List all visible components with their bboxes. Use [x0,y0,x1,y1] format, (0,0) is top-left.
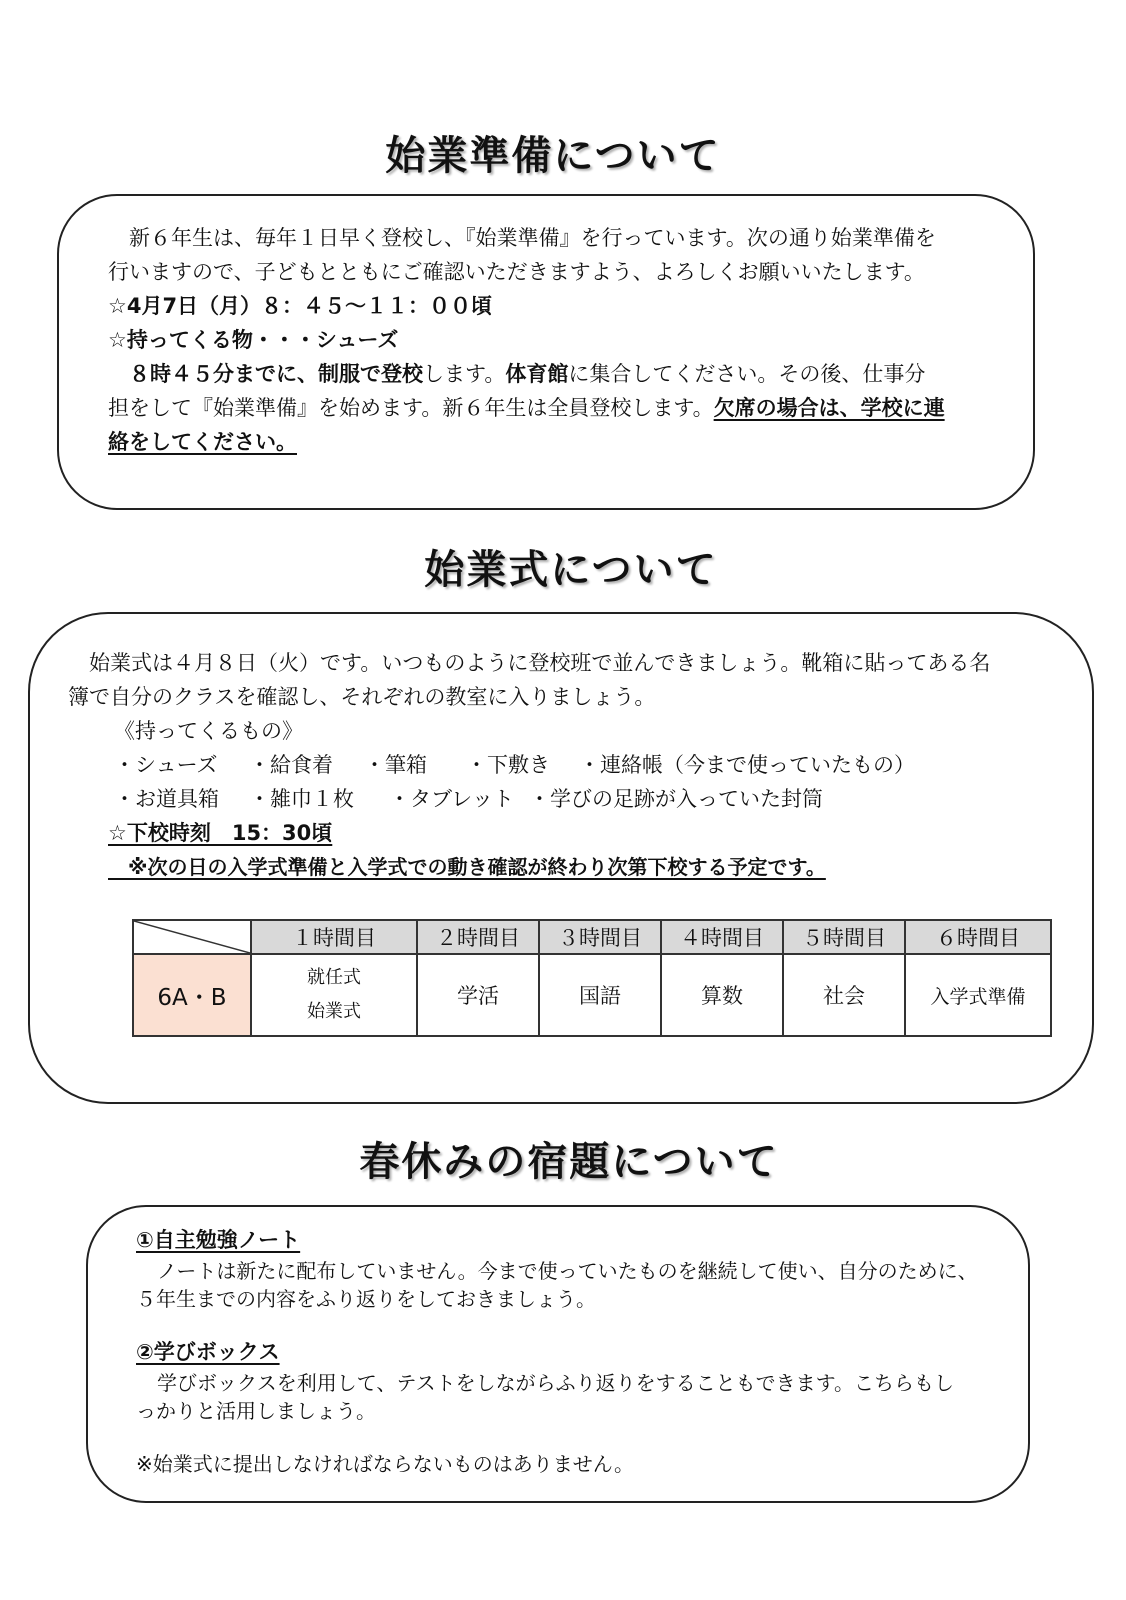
homework-note: ※始業式に提出しなければならないものはありません。 [136,1452,634,1476]
ceremony-items-row-1 [114,748,915,782]
period-4-cell: 算数 [661,954,783,1036]
table-header-period-2: ２時間目 [417,920,539,954]
prep-line-5: 絡をしてください。 [108,430,297,454]
ceremony-items-row-2 [114,782,823,816]
period-5-cell: 社会 [783,954,905,1036]
prep-date: ☆4月7日（月）８：４５～１１：００頃 [108,294,493,318]
diagonal-line-icon [134,921,250,953]
item-lunch-apron: ・給食着 [249,753,333,777]
item-rag: ・雑巾１枚 [249,787,354,811]
homework-1-line-1: ノートは新たに配布していません。今まで使っていたものを継続して使い、自分のために、 [157,1259,978,1283]
prep-bring-items: ☆持ってくる物・・・シューズ [108,328,399,352]
prep-line-3: ８時４５分までに、制服で登校します。体育館に集合してください。その後、仕事分 [129,362,926,386]
prep-uniform-text: 制服で登校 [318,362,423,386]
dismissal-note: ※次の日の入学式準備と入学式での動き確認が終わり次第下校する予定です。 [108,855,826,879]
ceremony-items-heading: 《持ってくるもの》 [114,719,303,743]
item-tablet: ・タブレット [389,787,514,811]
item-tool-box: ・お道具箱 [114,787,219,811]
table-header-period-1: １時間目 [251,920,417,954]
dismissal-time: ☆下校時刻 15：30頃 [108,821,333,845]
period-2-cell: 学活 [417,954,539,1036]
prep-absence-notice: 欠席の場合は、学校に連 [713,396,945,420]
item-pencil-case: ・筆箱 [364,753,427,777]
prep-line-4: 担をして『始業準備』を始めます。新６年生は全員登校します。欠席の場合は、学校に連 [108,396,945,420]
section-title-homework: 春休みの宿題について [359,1139,779,1185]
section-title-preparation: 始業準備について [385,133,721,179]
period-6-cell: 入学式準備 [905,954,1051,1036]
homework-1-line-2: ５年生までの内容をふり返りをしておきましょう。 [136,1287,596,1311]
table-row [133,954,1051,1036]
prep-time-text: ８時４５分までに、 [129,362,318,386]
table-header-period-3: ３時間目 [539,920,661,954]
homework-2-line-1: 学びボックスを利用して、テストをしながらふり返りをすることもできます。こちらもし [157,1371,954,1395]
section-title-ceremony: 始業式について [424,547,718,593]
ceremony-line-2: 簿で自分のクラスを確認し、それぞれの教室に入りましょう。 [68,685,656,709]
table-header-period-4: ４時間目 [661,920,783,954]
period-3-cell: 国語 [539,954,661,1036]
period-1-cell [251,954,417,1036]
homework-2-line-2: っかりと活用しましょう。 [136,1399,376,1423]
period-1-line-2: 始業式 [307,1001,361,1022]
table-header-period-6: ６時間目 [905,920,1051,954]
table-header-period-5: ５時間目 [783,920,905,954]
item-envelope: ・学びの足跡が入っていた封筒 [529,787,823,811]
item-shoes: ・シューズ [114,753,218,777]
ceremony-line-1: 始業式は４月８日（火）です。いつものように登校班で並んできましょう。靴箱に貼ってある名 [89,651,991,675]
prep-line-2: 行いますので、子どもとともにご確認いただきますよう、よろしくお願いいたします。 [108,260,925,284]
period-1-line-1: 就任式 [307,967,361,988]
schedule-table [132,919,1052,1037]
item-contact-book: ・連絡帳（今まで使っていたもの） [579,753,915,777]
class-label-cell: 6A・B [133,954,251,1036]
item-pencil-board: ・下敷き [466,753,550,777]
homework-heading-1: ①自主勉強ノート [136,1228,301,1252]
table-corner-cell [133,920,251,954]
table-header-row [133,920,1051,954]
prep-line-1: 新６年生は、毎年１日早く登校し、『始業準備』を行っています。次の通り始業準備を [129,226,936,250]
prep-gym-text: 体育館 [505,362,569,386]
homework-heading-2: ②学びボックス [136,1340,280,1364]
